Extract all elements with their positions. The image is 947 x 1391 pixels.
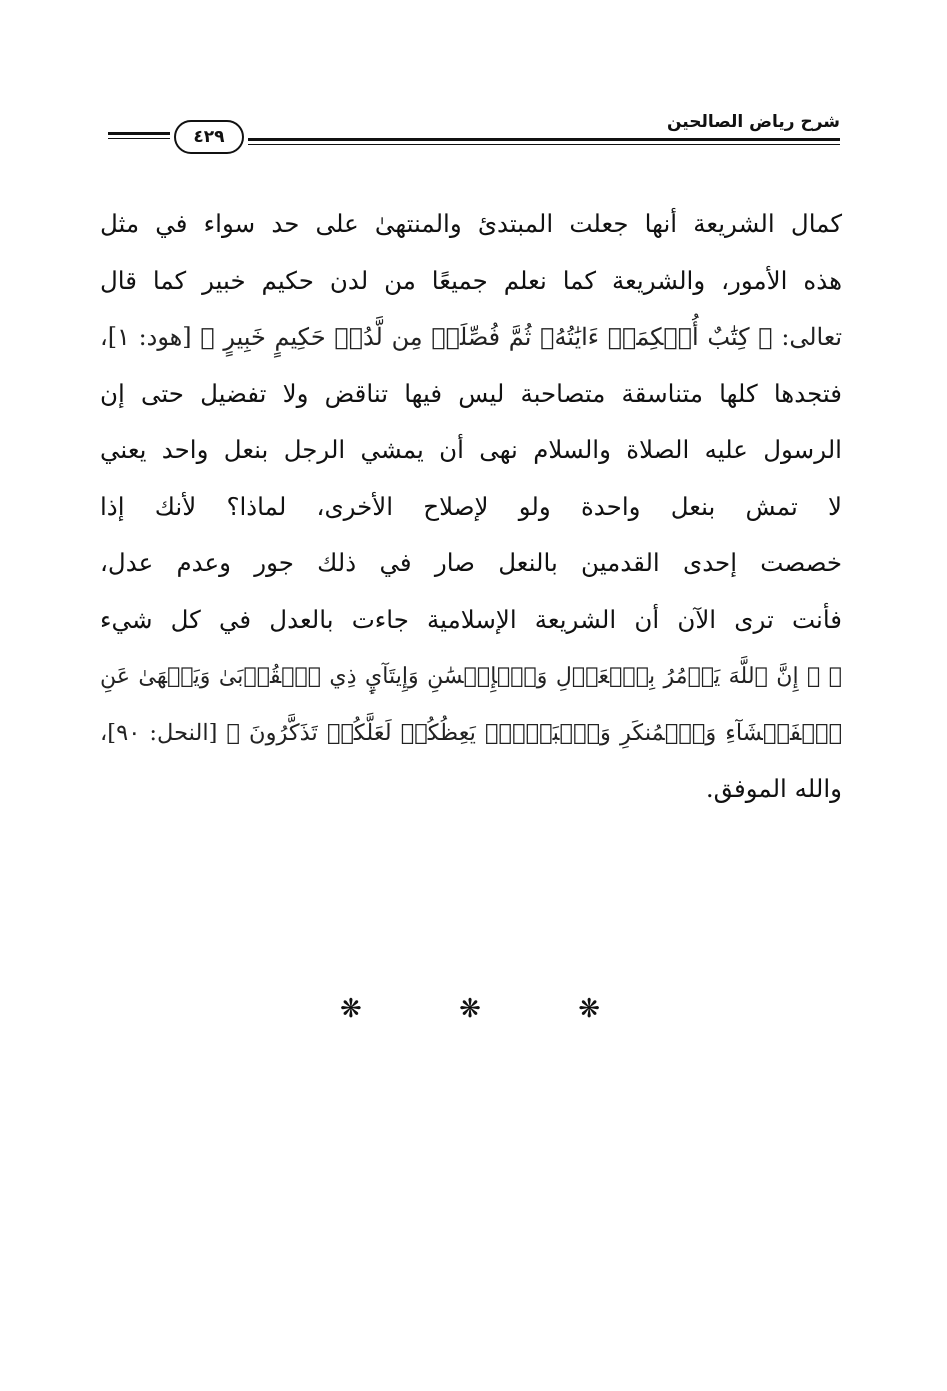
text-line: فتجدها كلها متناسقة متصاحبة ليس فيها تناقض ولا تفضيل حتى إن — [100, 378, 842, 408]
text-line: خصصت إحدى القدمين بالنعل صار في ذلك جور وعدم عدل، — [100, 548, 842, 577]
asterism-icon: ❋ — [578, 994, 600, 1024]
text-line: لا تمش بنعل واحدة ولو لإصلاح الأخرى، لماذا؟ لأنك إذا — [100, 491, 842, 521]
body-text — [100, 196, 842, 818]
asterism-icon: ❋ — [459, 994, 481, 1024]
page-number: ٤٢٩ — [174, 120, 244, 154]
text-line: فأنت ترى الآن أن الشريعة الإسلامية جاءت بالعدل في كل شيء — [100, 604, 842, 634]
header-rule-left-thick — [108, 132, 170, 135]
text-line-quran: ٱلۡفَحۡشَآءِ وَٱلۡمُنكَرِ وَٱلۡبَغۡيِۚ يَعِظُكُمۡ لَعَلَّكُمۡ تَذَكَّرُونَ ﴾ [النحل: ٩٠]، — [100, 719, 842, 746]
section-separator — [340, 994, 600, 1024]
text-line: هذه الأمور، والشريعة كما نعلم جميعًا من لدن حكيم خبير كما قال — [100, 265, 842, 295]
header-rule-right-thick — [248, 138, 840, 141]
text-line-closing: والله الموفق. — [705, 774, 842, 803]
page-header — [108, 108, 840, 158]
text-line-quran: ﴿ ۞ إِنَّ ٱللَّهَ يَأۡمُرُ بِٱلۡعَدۡلِ وَٱلۡإِحۡسَٰنِ وَإِيتَآيِٕ ذِي ٱلۡقُرۡبَىٰ وَيَنۡهَىٰ عَنِ — [100, 663, 842, 689]
asterism-icon: ❋ — [340, 994, 362, 1024]
text-line: الرسول عليه الصلاة والسلام نهى أن يمشي الرجل بنعل واحد يعني — [100, 435, 842, 464]
header-rule-left-thin — [108, 138, 170, 139]
text-line: كمال الشريعة أنها جعلت المبتدئ والمنتهىٰ على حد سواء في مثل — [100, 209, 842, 238]
book-title: شرح رياض الصالحين — [666, 112, 840, 132]
text-line-quran: تعالى: ﴿ كِتَٰبٌ أُحۡكِمَتۡ ءَايَٰتُهُۥ ثُمَّ فُصِّلَتۡ مِن لَّدُنۡ حَكِيمٍ خَبِيرٍ ﴾ [هود: ١]، — [100, 323, 842, 351]
header-rule-right-thin — [248, 144, 840, 145]
